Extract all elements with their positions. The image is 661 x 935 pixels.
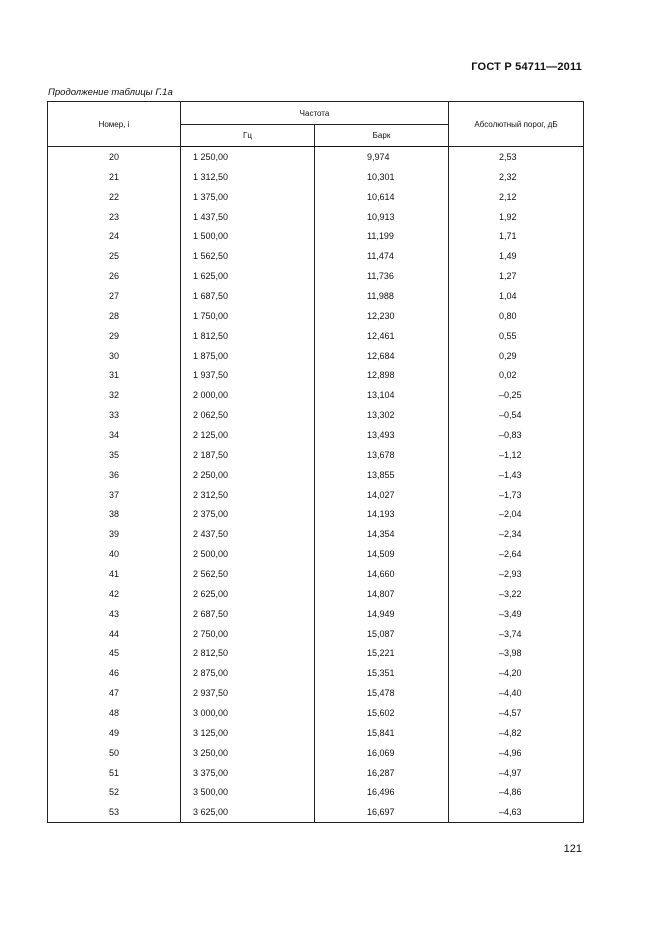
table-row bbox=[48, 425, 584, 445]
cell-hz: 2 562,50 bbox=[181, 564, 315, 584]
cell-number: 40 bbox=[48, 544, 181, 564]
cell-number: 24 bbox=[48, 226, 181, 246]
cell-hz: 3 625,00 bbox=[181, 802, 315, 822]
cell-number: 31 bbox=[48, 365, 181, 385]
cell-number: 38 bbox=[48, 504, 181, 524]
cell-hz: 2 500,00 bbox=[181, 544, 315, 564]
cell-number: 33 bbox=[48, 405, 181, 425]
table-row bbox=[48, 624, 584, 644]
cell-bark: 14,509 bbox=[315, 544, 449, 564]
cell-threshold: –0,83 bbox=[449, 425, 584, 445]
cell-bark: 15,351 bbox=[315, 663, 449, 683]
cell-number: 34 bbox=[48, 425, 181, 445]
cell-bark: 12,461 bbox=[315, 326, 449, 346]
cell-bark: 13,678 bbox=[315, 445, 449, 465]
cell-threshold: –4,57 bbox=[449, 703, 584, 723]
cell-hz: 2 187,50 bbox=[181, 445, 315, 465]
cell-hz: 2 937,50 bbox=[181, 683, 315, 703]
cell-bark: 10,301 bbox=[315, 167, 449, 187]
cell-number: 42 bbox=[48, 584, 181, 604]
cell-hz: 1 312,50 bbox=[181, 167, 315, 187]
cell-threshold: 1,04 bbox=[449, 286, 584, 306]
column-header-bark: Барк bbox=[315, 125, 449, 147]
cell-hz: 2 750,00 bbox=[181, 624, 315, 644]
cell-number: 27 bbox=[48, 286, 181, 306]
cell-threshold: –0,25 bbox=[449, 385, 584, 405]
cell-number: 47 bbox=[48, 683, 181, 703]
cell-hz: 2 250,00 bbox=[181, 465, 315, 485]
standard-designation: ГОСТ Р 54711—2011 bbox=[471, 61, 582, 73]
table-row bbox=[48, 763, 584, 783]
cell-bark: 14,949 bbox=[315, 604, 449, 624]
table-row bbox=[48, 584, 584, 604]
column-header-frequency: Частота bbox=[181, 102, 449, 125]
cell-threshold: 0,29 bbox=[449, 346, 584, 366]
cell-threshold: –4,20 bbox=[449, 663, 584, 683]
cell-bark: 12,684 bbox=[315, 346, 449, 366]
cell-threshold: 1,71 bbox=[449, 226, 584, 246]
table-caption: Продолжение таблицы Г.1а bbox=[48, 87, 173, 98]
cell-hz: 2 687,50 bbox=[181, 604, 315, 624]
table-row bbox=[48, 802, 584, 822]
cell-hz: 2 125,00 bbox=[181, 425, 315, 445]
cell-bark: 14,807 bbox=[315, 584, 449, 604]
cell-bark: 14,027 bbox=[315, 485, 449, 505]
cell-bark: 12,898 bbox=[315, 365, 449, 385]
cell-hz: 2 812,50 bbox=[181, 643, 315, 663]
table-row bbox=[48, 703, 584, 723]
cell-threshold: 0,55 bbox=[449, 326, 584, 346]
cell-number: 51 bbox=[48, 763, 181, 783]
cell-number: 50 bbox=[48, 743, 181, 763]
cell-hz: 2 312,50 bbox=[181, 485, 315, 505]
cell-threshold: –3,74 bbox=[449, 624, 584, 644]
table-row bbox=[48, 663, 584, 683]
cell-number: 21 bbox=[48, 167, 181, 187]
cell-bark: 14,193 bbox=[315, 504, 449, 524]
cell-number: 39 bbox=[48, 524, 181, 544]
cell-bark: 11,736 bbox=[315, 266, 449, 286]
cell-hz: 3 500,00 bbox=[181, 783, 315, 803]
cell-number: 32 bbox=[48, 385, 181, 405]
cell-bark: 11,199 bbox=[315, 226, 449, 246]
cell-number: 52 bbox=[48, 783, 181, 803]
table-row bbox=[48, 187, 584, 207]
table-row bbox=[48, 346, 584, 366]
column-header-hz: Гц bbox=[181, 125, 315, 147]
cell-threshold: –0,54 bbox=[449, 405, 584, 425]
table-row bbox=[48, 604, 584, 624]
cell-number: 20 bbox=[48, 147, 181, 167]
cell-bark: 14,354 bbox=[315, 524, 449, 544]
cell-threshold: –3,98 bbox=[449, 643, 584, 663]
cell-bark: 13,302 bbox=[315, 405, 449, 425]
cell-hz: 2 062,50 bbox=[181, 405, 315, 425]
cell-number: 26 bbox=[48, 266, 181, 286]
cell-number: 53 bbox=[48, 802, 181, 822]
page-number: 121 bbox=[563, 843, 582, 855]
table-row bbox=[48, 385, 584, 405]
cell-threshold: 2,53 bbox=[449, 147, 584, 167]
cell-threshold: –4,96 bbox=[449, 743, 584, 763]
cell-threshold: –1,43 bbox=[449, 465, 584, 485]
cell-bark: 10,614 bbox=[315, 187, 449, 207]
table-row bbox=[48, 266, 584, 286]
cell-threshold: 0,02 bbox=[449, 365, 584, 385]
cell-number: 43 bbox=[48, 604, 181, 624]
cell-threshold: –2,93 bbox=[449, 564, 584, 584]
table-row bbox=[48, 306, 584, 326]
table-row bbox=[48, 465, 584, 485]
cell-threshold: 1,27 bbox=[449, 266, 584, 286]
table-row bbox=[48, 564, 584, 584]
cell-hz: 1 750,00 bbox=[181, 306, 315, 326]
cell-bark: 15,478 bbox=[315, 683, 449, 703]
cell-threshold: –4,97 bbox=[449, 763, 584, 783]
cell-bark: 16,069 bbox=[315, 743, 449, 763]
cell-hz: 1 250,00 bbox=[181, 147, 315, 167]
table-row bbox=[48, 246, 584, 266]
cell-threshold: 2,12 bbox=[449, 187, 584, 207]
cell-bark: 13,104 bbox=[315, 385, 449, 405]
cell-hz: 1 562,50 bbox=[181, 246, 315, 266]
table-row bbox=[48, 683, 584, 703]
cell-threshold: 2,32 bbox=[449, 167, 584, 187]
cell-number: 25 bbox=[48, 246, 181, 266]
cell-threshold: 0,80 bbox=[449, 306, 584, 326]
cell-number: 41 bbox=[48, 564, 181, 584]
cell-threshold: –3,22 bbox=[449, 584, 584, 604]
cell-number: 48 bbox=[48, 703, 181, 723]
cell-threshold: –2,34 bbox=[449, 524, 584, 544]
cell-threshold: 1,92 bbox=[449, 207, 584, 227]
cell-hz: 3 125,00 bbox=[181, 723, 315, 743]
cell-hz: 2 875,00 bbox=[181, 663, 315, 683]
cell-hz: 3 250,00 bbox=[181, 743, 315, 763]
cell-hz: 2 625,00 bbox=[181, 584, 315, 604]
table-row bbox=[48, 524, 584, 544]
cell-hz: 1 937,50 bbox=[181, 365, 315, 385]
cell-number: 49 bbox=[48, 723, 181, 743]
cell-hz: 1 812,50 bbox=[181, 326, 315, 346]
table-body bbox=[48, 147, 584, 823]
cell-bark: 15,087 bbox=[315, 624, 449, 644]
table-row bbox=[48, 544, 584, 564]
cell-hz: 1 625,00 bbox=[181, 266, 315, 286]
cell-number: 37 bbox=[48, 485, 181, 505]
cell-hz: 3 000,00 bbox=[181, 703, 315, 723]
cell-hz: 3 375,00 bbox=[181, 763, 315, 783]
threshold-table bbox=[47, 101, 584, 823]
cell-hz: 1 375,00 bbox=[181, 187, 315, 207]
cell-bark: 11,988 bbox=[315, 286, 449, 306]
table-row bbox=[48, 226, 584, 246]
table-row bbox=[48, 723, 584, 743]
column-header-number: Номер, i bbox=[48, 102, 181, 147]
table-row bbox=[48, 405, 584, 425]
cell-threshold: –4,86 bbox=[449, 783, 584, 803]
cell-number: 46 bbox=[48, 663, 181, 683]
cell-threshold: –4,63 bbox=[449, 802, 584, 822]
table-row bbox=[48, 485, 584, 505]
cell-bark: 12,230 bbox=[315, 306, 449, 326]
cell-bark: 10,913 bbox=[315, 207, 449, 227]
table-row bbox=[48, 167, 584, 187]
cell-hz: 2 000,00 bbox=[181, 385, 315, 405]
cell-hz: 1 687,50 bbox=[181, 286, 315, 306]
cell-number: 29 bbox=[48, 326, 181, 346]
table-row bbox=[48, 445, 584, 465]
cell-hz: 2 437,50 bbox=[181, 524, 315, 544]
cell-threshold: 1,49 bbox=[449, 246, 584, 266]
cell-number: 28 bbox=[48, 306, 181, 326]
cell-number: 36 bbox=[48, 465, 181, 485]
table-row bbox=[48, 743, 584, 763]
cell-bark: 16,287 bbox=[315, 763, 449, 783]
cell-threshold: –1,73 bbox=[449, 485, 584, 505]
cell-hz: 1 875,00 bbox=[181, 346, 315, 366]
cell-threshold: –2,04 bbox=[449, 504, 584, 524]
cell-bark: 11,474 bbox=[315, 246, 449, 266]
table-row bbox=[48, 286, 584, 306]
cell-threshold: –1,12 bbox=[449, 445, 584, 465]
cell-threshold: –4,40 bbox=[449, 683, 584, 703]
table-row bbox=[48, 326, 584, 346]
table-row bbox=[48, 643, 584, 663]
cell-bark: 9,974 bbox=[315, 147, 449, 167]
cell-bark: 14,660 bbox=[315, 564, 449, 584]
cell-hz: 1 437,50 bbox=[181, 207, 315, 227]
column-header-threshold: Абсолютный порог, дБ bbox=[449, 102, 584, 147]
cell-number: 30 bbox=[48, 346, 181, 366]
cell-number: 44 bbox=[48, 624, 181, 644]
cell-bark: 13,493 bbox=[315, 425, 449, 445]
table-row bbox=[48, 147, 584, 167]
table-row bbox=[48, 207, 584, 227]
cell-number: 23 bbox=[48, 207, 181, 227]
cell-bark: 15,841 bbox=[315, 723, 449, 743]
cell-bark: 13,855 bbox=[315, 465, 449, 485]
cell-number: 22 bbox=[48, 187, 181, 207]
cell-hz: 1 500,00 bbox=[181, 226, 315, 246]
cell-threshold: –4,82 bbox=[449, 723, 584, 743]
table-row bbox=[48, 365, 584, 385]
cell-threshold: –2,64 bbox=[449, 544, 584, 564]
cell-bark: 16,697 bbox=[315, 802, 449, 822]
cell-bark: 15,221 bbox=[315, 643, 449, 663]
table-row bbox=[48, 504, 584, 524]
cell-number: 35 bbox=[48, 445, 181, 465]
cell-threshold: –3,49 bbox=[449, 604, 584, 624]
cell-number: 45 bbox=[48, 643, 181, 663]
cell-bark: 15,602 bbox=[315, 703, 449, 723]
cell-bark: 16,496 bbox=[315, 783, 449, 803]
cell-hz: 2 375,00 bbox=[181, 504, 315, 524]
table-row bbox=[48, 783, 584, 803]
